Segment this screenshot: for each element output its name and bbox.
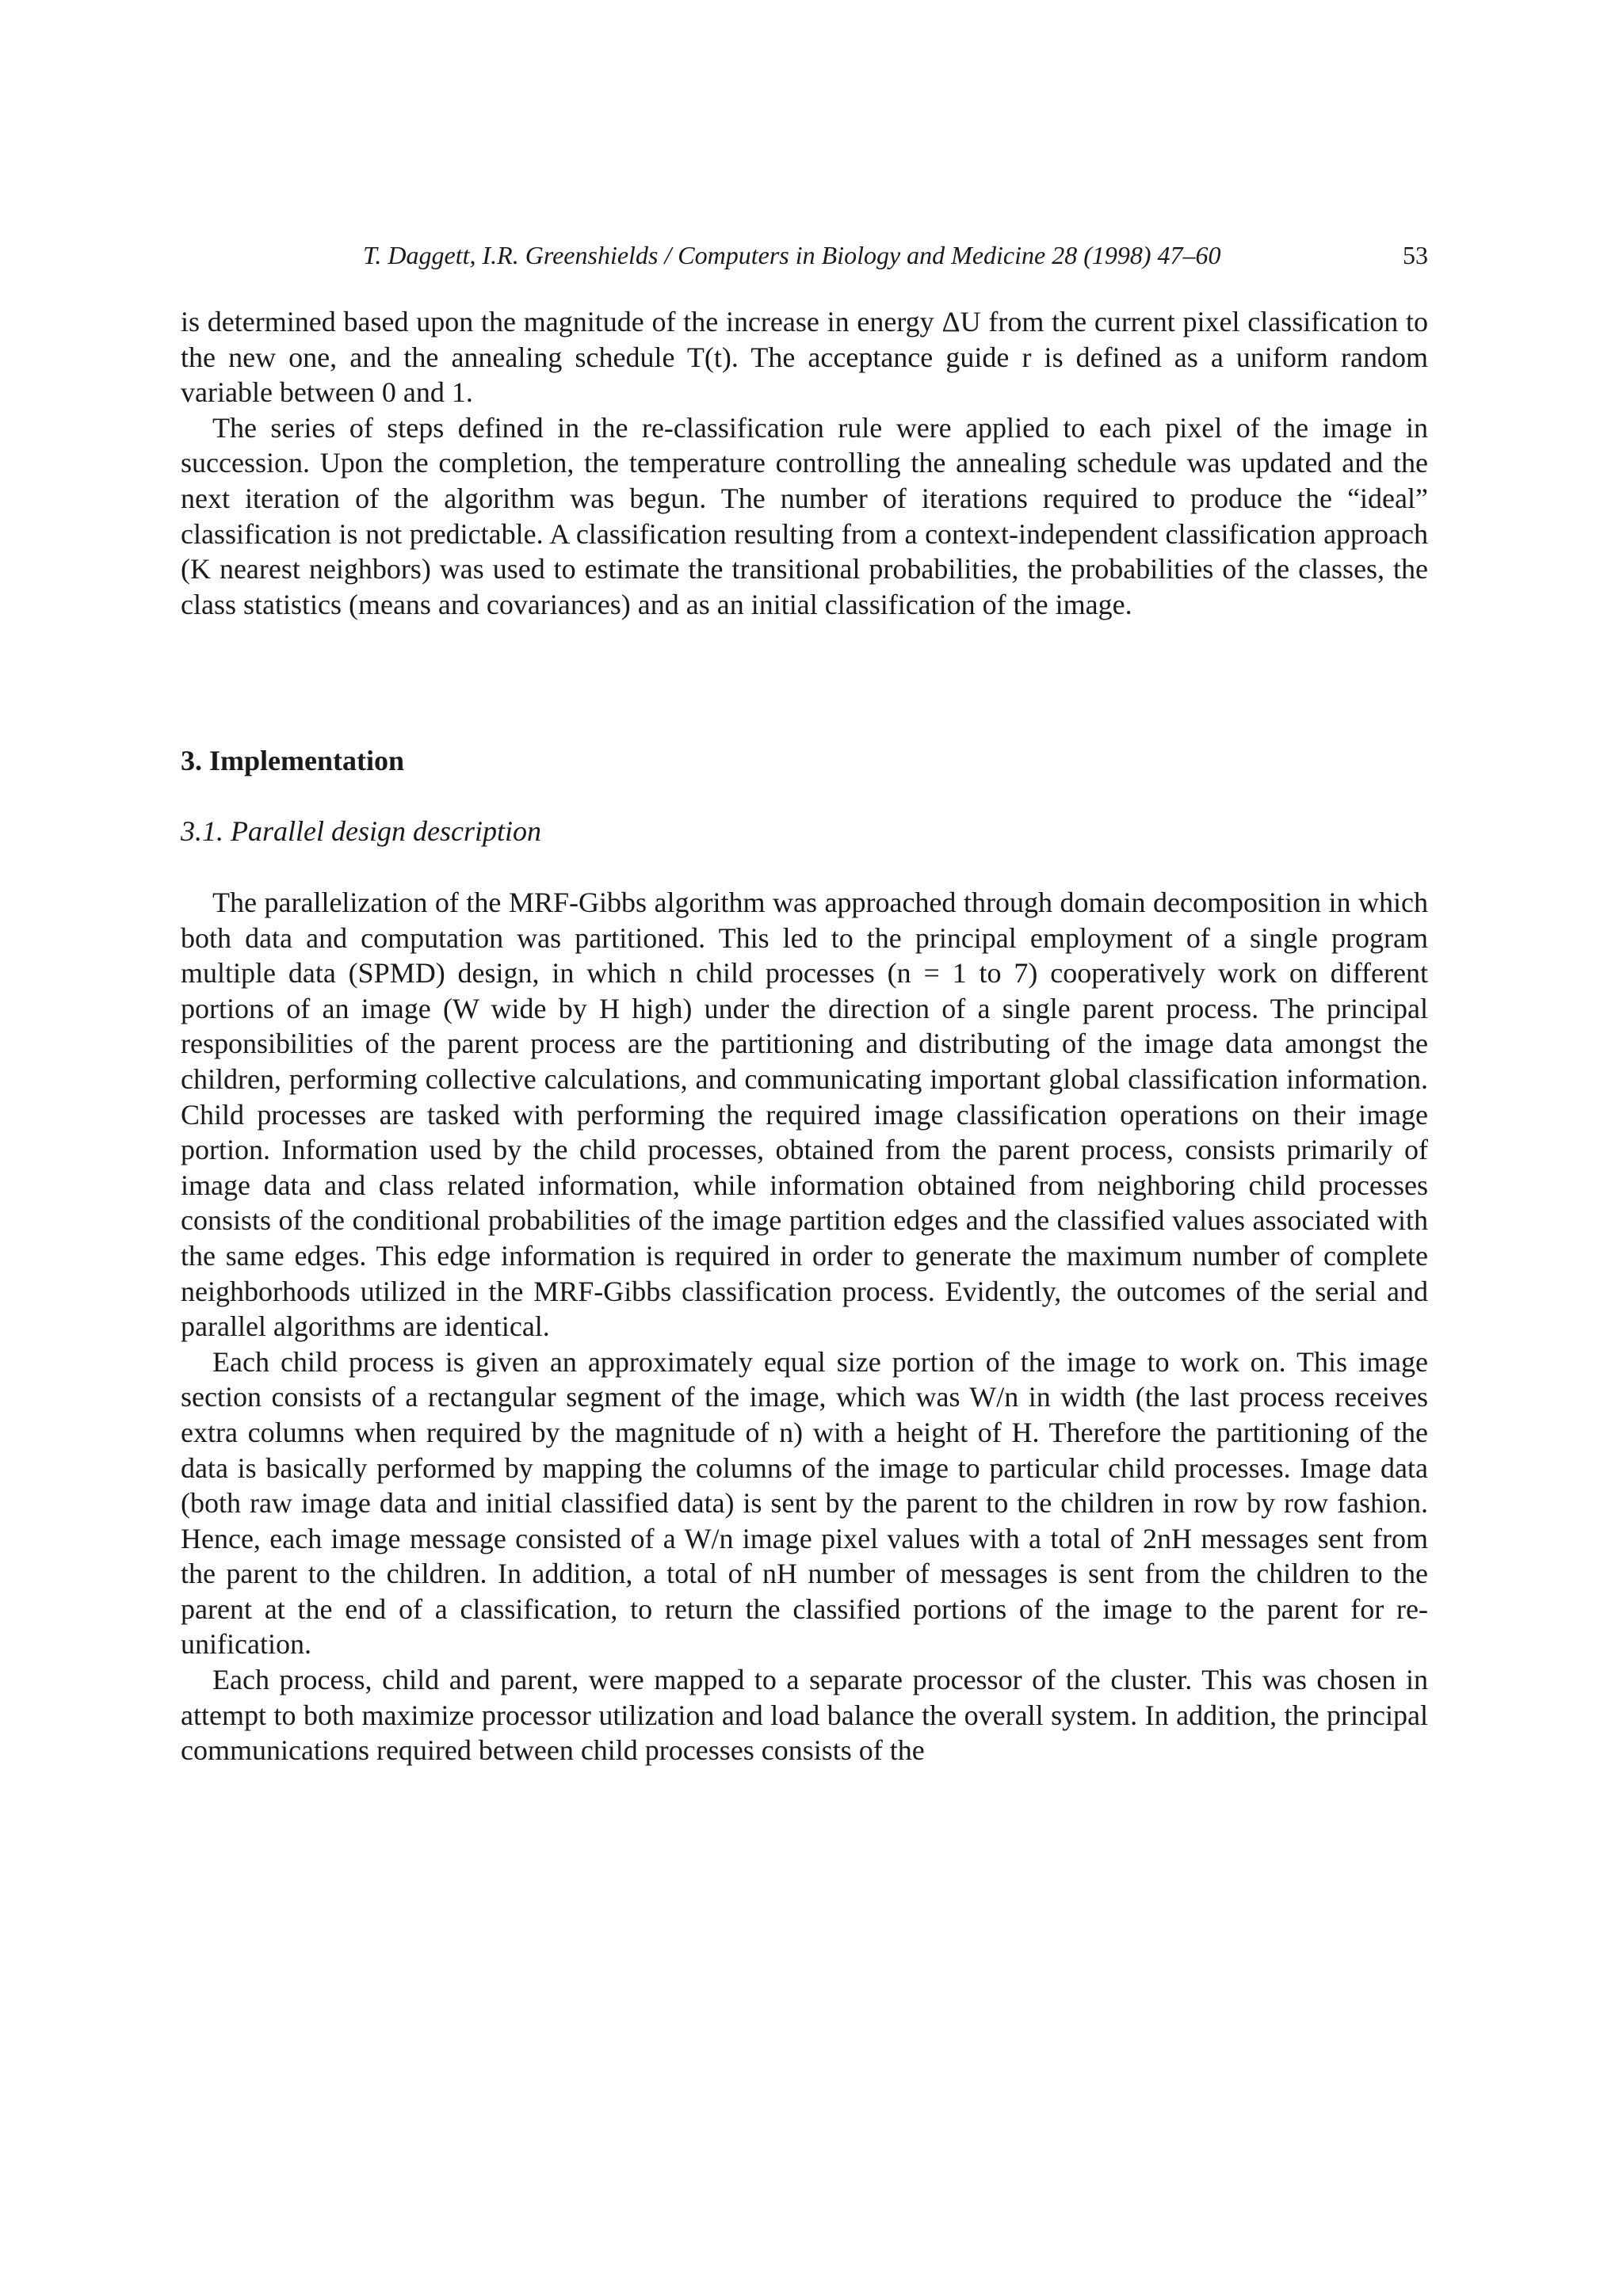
body-paragraph: The parallelization of the MRF-Gibbs algorithm was approached through domain decomposition in which both data and computation was partitioned. This led to the principal employment of a single program multiple data (SPMD) design, in which n child processes (n = 1 to 7) cooperatively work on different portions of an image (W wide by H high) under the direction of a single parent process. The principal responsibilities of the parent process are the partitioning and distributing of the image data amongst the children, performing collective calculations, and communicating important global classification information. Child processes are tasked with performing the required image classification operations on their image portion. Information used by the child processes, obtained from the parent process, consists primarily of image data and class related information, while information obtained from neighboring child processes consists of the conditional probabilities of the image partition edges and the classified values associated with the same edges. This edge information is required in order to generate the maximum number of complete neighborhoods utilized in the MRF-Gibbs classification process. Evidently, the outcomes of the serial and parallel algorithms are identical. — [181, 887, 1428, 1343]
body-text-top — [181, 304, 1428, 622]
body-paragraph: is determined based upon the magnitude of the increase in energy ΔU from the current pixel classification to the new one, and the annealing schedule T(t). The acceptance guide r is defined as a uniform random variable between 0 and 1. — [181, 306, 1428, 409]
body-text-bottom — [181, 885, 1428, 1768]
journal-page — [181, 0, 1428, 2296]
page-number: 53 — [1403, 241, 1428, 269]
section-heading: 3. Implementation — [181, 745, 404, 776]
running-header — [181, 238, 1428, 273]
running-title: T. Daggett, I.R. Greenshields / Computers in Biology and Medicine 28 (1998) 47–60 — [363, 241, 1221, 269]
body-paragraph: Each process, child and parent, were mapped to a separate processor of the cluster. This was chosen in attempt to both maximize processor utilization and load balance the overall system. In addition, the principal communications required between child processes consists of the — [181, 1664, 1428, 1767]
body-paragraph: The series of steps defined in the re-classification rule were applied to each pixel of the image in succession. Upon the completion, the temperature controlling the annealing schedule was updated and the next iteration of the algorithm was begun. The number of iterations required to produce the “ideal” classification is not predictable. A classification resulting from a context-independent classification approach (K nearest neighbors) was used to estimate the transitional probabilities, the probabilities of the classes, the class statistics (means and covariances) and as an initial classification of the image. — [181, 411, 1428, 620]
subsection-heading: 3.1. Parallel design description — [181, 815, 541, 847]
body-paragraph: Each child process is given an approximately equal size portion of the image to work on. This image section consists of a rectangular segment of the image, which was W/n in width (the last process receives extra columns when required by the magnitude of n) with a height of H. Therefore the partitioning of the data is basically performed by mapping the columns of the image to particular child processes. Image data (both raw image data and initial classified data) is sent by the parent to the children in row by row fashion. Hence, each image message consisted of a W/n image pixel values with a total of 2nH messages sent from the parent to the children. In addition, a total of nH number of messages is sent from the children to the parent at the end of a classification, to return the classified portions of the image to the parent for re-unification. — [181, 1345, 1428, 1661]
